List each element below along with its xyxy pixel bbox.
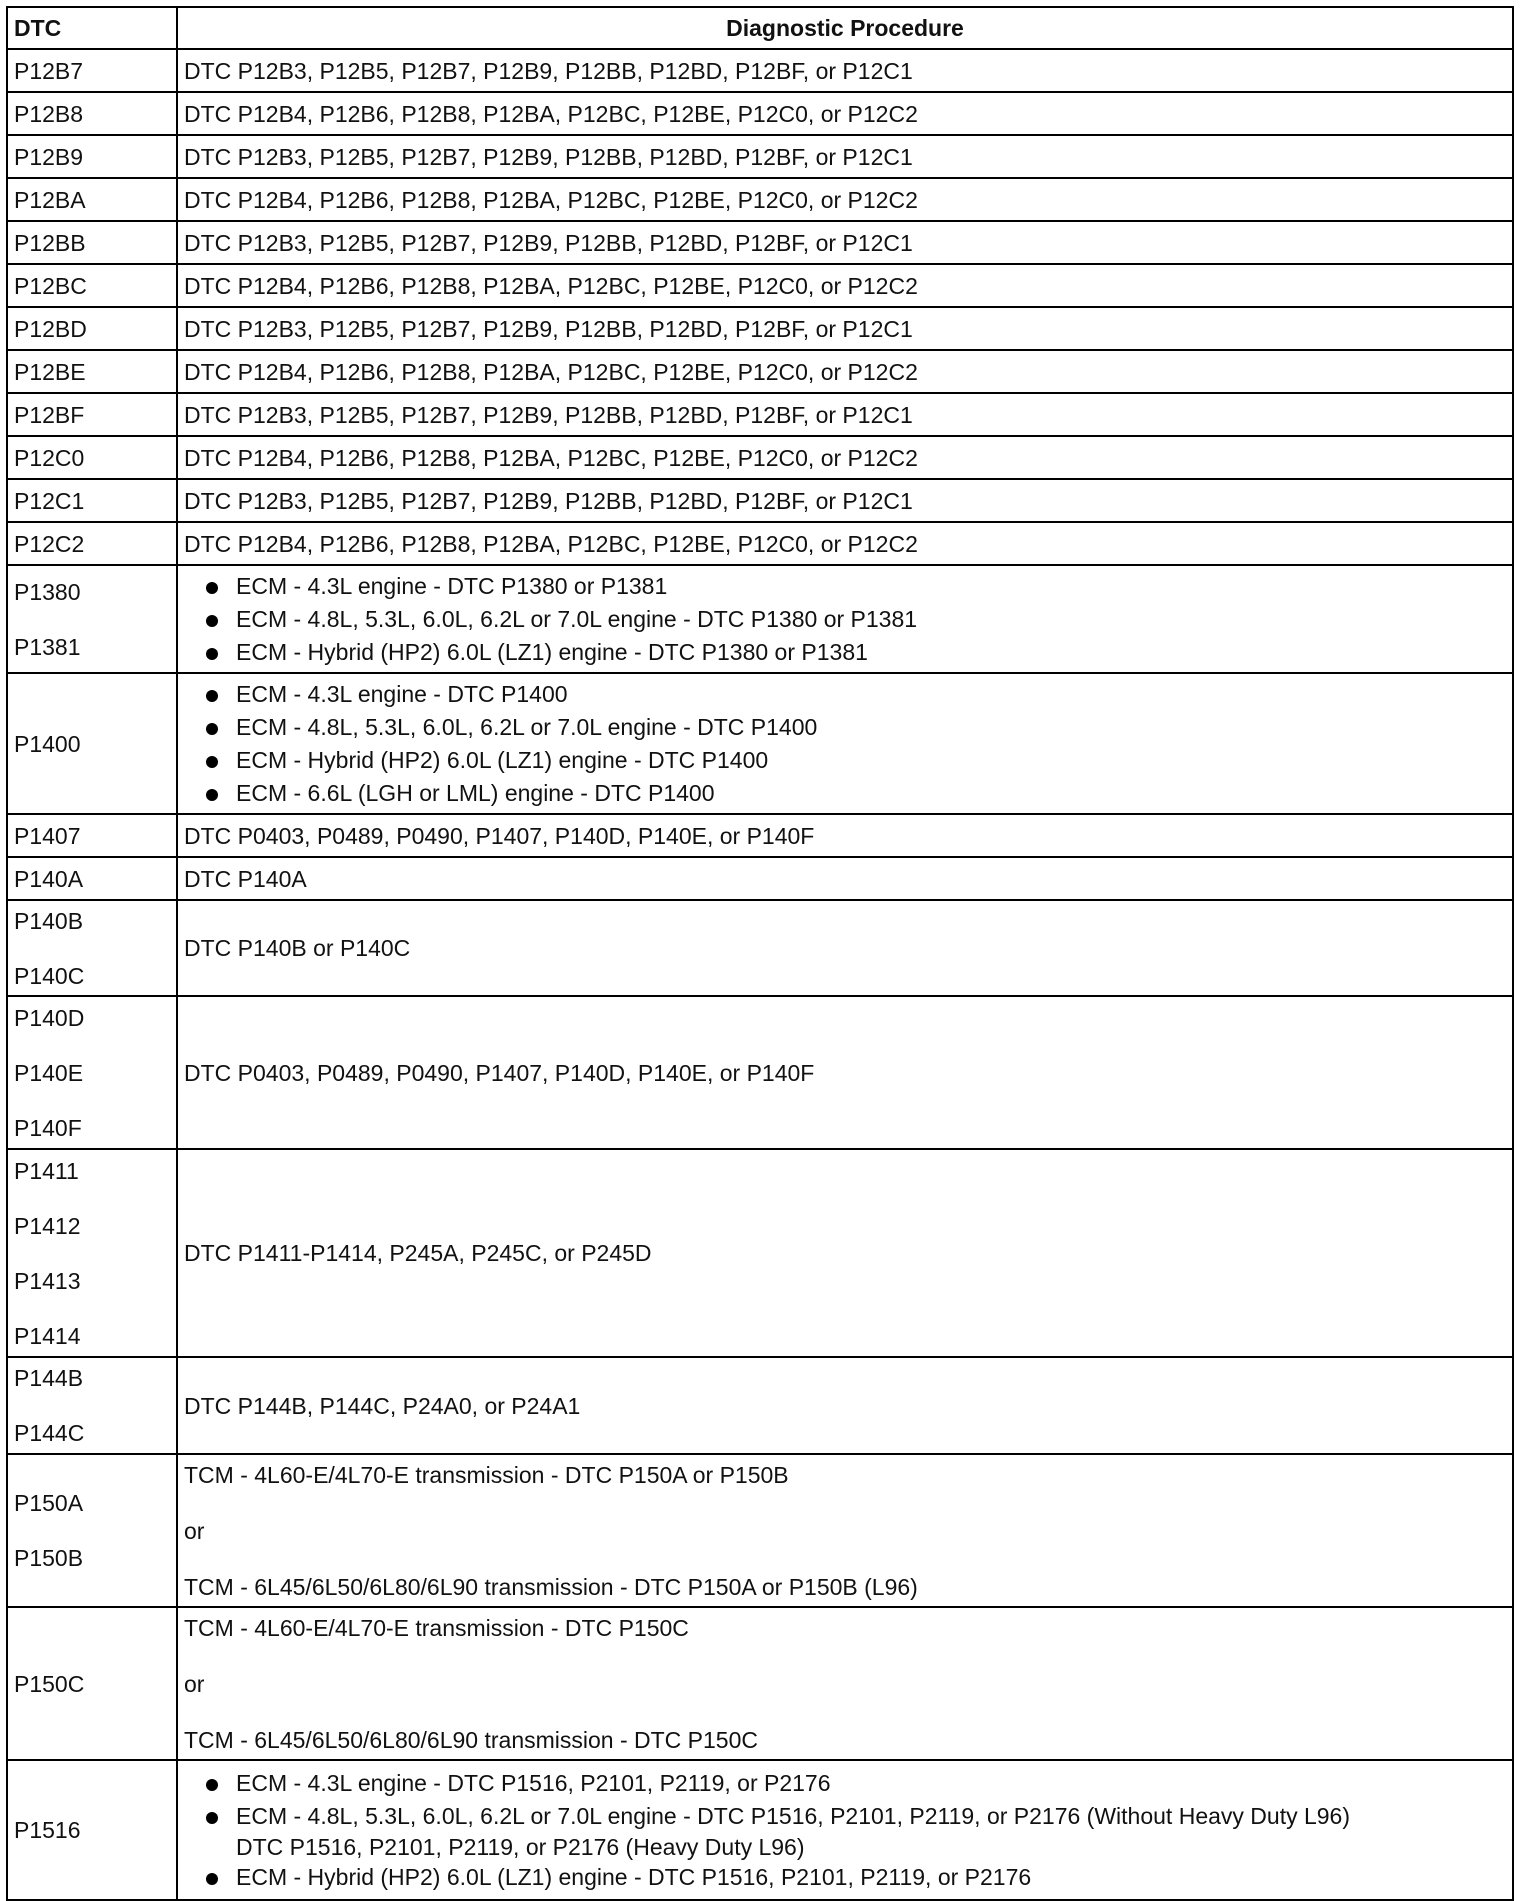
procedure-transmission	[184, 1460, 1506, 1602]
dtc-code: P12B9	[7, 135, 177, 178]
dtc-code: P1381	[14, 633, 81, 660]
bullet-item: ECM - 4.3L engine - DTC P1380 or P1381	[200, 570, 1506, 603]
procedure-text: DTC P12B4, P12B6, P12B8, P12BA, P12BC, P12BE, P12C0, or P12C2	[177, 522, 1513, 565]
dtc-code-list	[14, 1156, 170, 1351]
table-row	[7, 92, 1513, 135]
dtc-code-cell	[7, 996, 177, 1149]
table-row	[7, 307, 1513, 350]
table-row	[7, 522, 1513, 565]
dtc-code: P140A	[7, 857, 177, 900]
dtc-code: P144C	[14, 1420, 85, 1446]
bullet-item: ECM - 4.3L engine - DTC P1516, P2101, P2119, or P2176	[200, 1767, 1506, 1800]
procedure-text: DTC P12B3, P12B5, P12B7, P12B9, P12BB, P12BD, P12BF, or P12C1	[177, 135, 1513, 178]
procedure-text: DTC P12B3, P12B5, P12B7, P12B9, P12BB, P12BD, P12BF, or P12C1	[177, 393, 1513, 436]
dtc-code: P12BA	[7, 178, 177, 221]
bullet-subtext: DTC P1516, P2101, P2119, or P2176 (Heavy Duty L96)	[236, 1833, 805, 1860]
procedure-text: DTC P140B or P140C	[177, 900, 1513, 996]
procedure-bullets	[184, 678, 1506, 810]
dtc-code: P12B7	[7, 49, 177, 92]
table-row	[7, 857, 1513, 900]
table-row	[7, 673, 1513, 814]
procedure-text: DTC P12B4, P12B6, P12B8, P12BA, P12BC, P12BE, P12C0, or P12C2	[177, 264, 1513, 307]
procedure-text: DTC P12B4, P12B6, P12B8, P12BA, P12BC, P12BE, P12C0, or P12C2	[177, 436, 1513, 479]
procedure-line: TCM - 4L60-E/4L70-E transmission - DTC P150C	[184, 1614, 689, 1641]
procedure-text: DTC P12B3, P12B5, P12B7, P12B9, P12BB, P12BD, P12BF, or P12C1	[177, 221, 1513, 264]
dtc-code: P140F	[14, 1114, 82, 1141]
table-row	[7, 565, 1513, 673]
dtc-code-list	[14, 1488, 170, 1573]
bullet-item	[200, 1800, 1506, 1861]
dtc-table	[6, 6, 1514, 1901]
dtc-code: P150B	[14, 1545, 84, 1571]
procedure-transmission	[184, 1613, 1506, 1755]
table-row	[7, 1760, 1513, 1900]
dtc-code-cell	[7, 1149, 177, 1357]
table-row	[7, 900, 1513, 996]
dtc-code: P140D	[14, 1004, 85, 1031]
bullet-text: ECM - 4.8L, 5.3L, 6.0L, 6.2L or 7.0L engine - DTC P1516, P2101, P2119, or P2176 (Without Heavy Duty L96)	[236, 1802, 1351, 1829]
dtc-code: P1400	[7, 673, 177, 814]
table-row	[7, 49, 1513, 92]
procedure-text: DTC P12B3, P12B5, P12B7, P12B9, P12BB, P12BD, P12BF, or P12C1	[177, 49, 1513, 92]
dtc-code: P1516	[7, 1760, 177, 1900]
dtc-code-list	[14, 1363, 170, 1448]
table-row	[7, 135, 1513, 178]
dtc-code-cell	[7, 1357, 177, 1454]
dtc-code: P1414	[14, 1322, 81, 1349]
table-header-row	[7, 7, 1513, 49]
dtc-code: P12C1	[7, 479, 177, 522]
procedure-or: or	[184, 1670, 205, 1697]
procedure-cell	[177, 1760, 1513, 1900]
dtc-column-header: DTC	[7, 7, 177, 49]
bullet-item: ECM - Hybrid (HP2) 6.0L (LZ1) engine - DTC P1516, P2101, P2119, or P2176	[200, 1861, 1506, 1894]
bullet-item: ECM - Hybrid (HP2) 6.0L (LZ1) engine - DTC P1380 or P1381	[200, 636, 1506, 669]
table-row	[7, 1454, 1513, 1607]
table-row	[7, 814, 1513, 857]
bullet-item: ECM - 4.3L engine - DTC P1400	[200, 678, 1506, 711]
table-row	[7, 221, 1513, 264]
procedure-text: DTC P12B4, P12B6, P12B8, P12BA, P12BC, P12BE, P12C0, or P12C2	[177, 92, 1513, 135]
procedure-text: DTC P0403, P0489, P0490, P1407, P140D, P140E, or P140F	[177, 814, 1513, 857]
dtc-code-cell	[7, 1454, 177, 1607]
procedure-cell	[177, 1454, 1513, 1607]
procedure-text: DTC P12B4, P12B6, P12B8, P12BA, P12BC, P12BE, P12C0, or P12C2	[177, 178, 1513, 221]
table-row	[7, 1607, 1513, 1760]
dtc-code: P12BD	[7, 307, 177, 350]
procedure-bullets	[184, 1767, 1506, 1894]
dtc-code: P150A	[14, 1490, 84, 1516]
table-row	[7, 1357, 1513, 1454]
bullet-item: ECM - Hybrid (HP2) 6.0L (LZ1) engine - DTC P1400	[200, 744, 1506, 777]
procedure-text: DTC P0403, P0489, P0490, P1407, P140D, P140E, or P140F	[177, 996, 1513, 1149]
procedure-or: or	[184, 1517, 205, 1544]
dtc-code-list	[14, 906, 170, 991]
procedure-text: DTC P140A	[177, 857, 1513, 900]
procedure-text: DTC P1411-P1414, P245A, P245C, or P245D	[177, 1149, 1513, 1357]
procedure-column-header: Diagnostic Procedure	[177, 7, 1513, 49]
table-row	[7, 350, 1513, 393]
dtc-code: P12C0	[7, 436, 177, 479]
dtc-code: P150C	[7, 1607, 177, 1760]
procedure-cell	[177, 673, 1513, 814]
dtc-code: P12BF	[7, 393, 177, 436]
procedure-text: DTC P144B, P144C, P24A0, or P24A1	[177, 1357, 1513, 1454]
procedure-line: TCM - 4L60-E/4L70-E transmission - DTC P150A or P150B	[184, 1461, 789, 1488]
dtc-code: P12BE	[7, 350, 177, 393]
table-row	[7, 996, 1513, 1149]
dtc-code-cell	[7, 900, 177, 996]
dtc-code: P140B	[14, 907, 84, 934]
table-row	[7, 1149, 1513, 1357]
bullet-item: ECM - 4.8L, 5.3L, 6.0L, 6.2L or 7.0L engine - DTC P1380 or P1381	[200, 603, 1506, 636]
table-row	[7, 178, 1513, 221]
table-row	[7, 479, 1513, 522]
procedure-line: TCM - 6L45/6L50/6L80/6L90 transmission - DTC P150A or P150B (L96)	[184, 1573, 918, 1600]
procedure-text: DTC P12B3, P12B5, P12B7, P12B9, P12BB, P12BD, P12BF, or P12C1	[177, 479, 1513, 522]
procedure-cell	[177, 1607, 1513, 1760]
dtc-code: P140E	[14, 1059, 84, 1086]
table-row	[7, 393, 1513, 436]
procedure-text: DTC P12B4, P12B6, P12B8, P12BA, P12BC, P12BE, P12C0, or P12C2	[177, 350, 1513, 393]
dtc-code-list	[14, 1003, 170, 1143]
dtc-code: P1413	[14, 1267, 81, 1294]
dtc-code: P1380	[14, 578, 81, 605]
dtc-code-cell	[7, 565, 177, 673]
dtc-code-list	[14, 577, 170, 662]
table-row	[7, 436, 1513, 479]
table-row	[7, 264, 1513, 307]
dtc-code: P12BC	[7, 264, 177, 307]
dtc-code: P1411	[14, 1157, 79, 1184]
dtc-code: P140C	[14, 962, 85, 989]
procedure-line: TCM - 6L45/6L50/6L80/6L90 transmission - DTC P150C	[184, 1726, 759, 1753]
procedure-text: DTC P12B3, P12B5, P12B7, P12B9, P12BB, P12BD, P12BF, or P12C1	[177, 307, 1513, 350]
procedure-bullets	[184, 570, 1506, 669]
bullet-item: ECM - 6.6L (LGH or LML) engine - DTC P1400	[200, 777, 1506, 810]
dtc-code: P1407	[7, 814, 177, 857]
procedure-cell	[177, 565, 1513, 673]
dtc-code: P12B8	[7, 92, 177, 135]
bullet-item: ECM - 4.8L, 5.3L, 6.0L, 6.2L or 7.0L engine - DTC P1400	[200, 711, 1506, 744]
dtc-code: P1412	[14, 1212, 81, 1239]
dtc-code: P12BB	[7, 221, 177, 264]
dtc-code: P12C2	[7, 522, 177, 565]
dtc-code: P144B	[14, 1365, 84, 1391]
